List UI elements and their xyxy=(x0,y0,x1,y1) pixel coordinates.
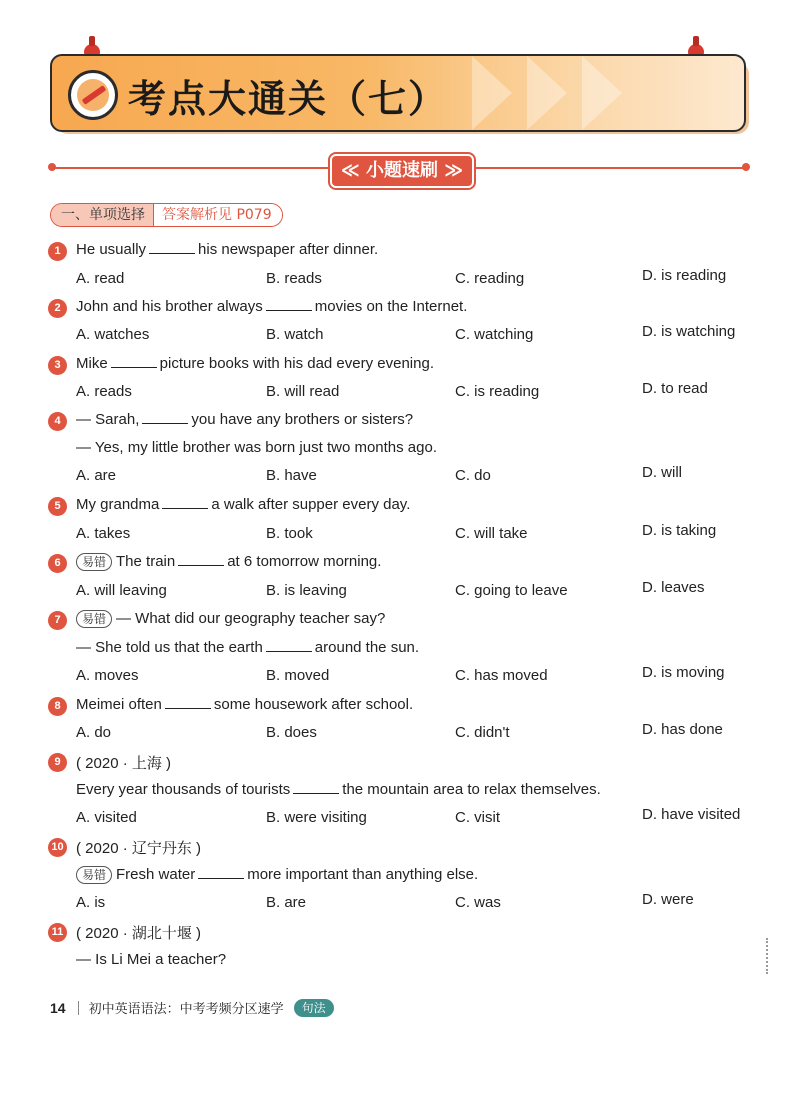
stem-text-before: Mike xyxy=(76,355,108,372)
answer-option[interactable]: B. will read xyxy=(266,383,340,400)
answer-option[interactable]: B. moved xyxy=(266,667,330,684)
answer-option[interactable]: A. watches xyxy=(76,326,150,343)
question-source: ( 2020 · 湖北十堰 ) xyxy=(76,925,202,942)
footer-divider xyxy=(78,1001,79,1015)
question-number: 8 xyxy=(48,697,67,716)
part-header xyxy=(50,203,283,227)
stem-text-before: Every year thousands of tourists xyxy=(76,781,291,798)
answer-blank[interactable] xyxy=(162,507,208,509)
answer-blank[interactable] xyxy=(149,252,195,254)
answer-option[interactable]: A. visited xyxy=(76,809,137,826)
answer-option[interactable]: D. is reading xyxy=(642,267,727,284)
book-title: 初中英语语法：中考考频分区速学 xyxy=(88,1002,284,1017)
part-title: 一、单项选择 xyxy=(51,204,153,226)
question-number: 6 xyxy=(48,554,67,573)
error-prone-tag: 易错 xyxy=(76,610,112,628)
answer-option[interactable]: A. do xyxy=(76,724,112,741)
answer-option[interactable]: C. do xyxy=(455,467,491,484)
stem-text-after: the mountain area to relax themselves. xyxy=(342,781,601,798)
page-title: 考点大通关（七） xyxy=(128,77,449,121)
stem-text: — What did our geography teacher say? xyxy=(116,610,386,627)
answer-option[interactable]: A. are xyxy=(76,467,117,484)
answer-option[interactable]: C. reading xyxy=(455,270,525,287)
stem-text-after: a walk after supper every day. xyxy=(211,496,411,513)
stem-text-before: — She told us that the earth xyxy=(76,639,263,656)
question-number: 2 xyxy=(48,299,67,318)
answer-option[interactable]: D. have visited xyxy=(642,806,741,823)
answer-option[interactable]: D. is taking xyxy=(642,522,717,539)
question-stem xyxy=(76,411,413,428)
question-stem xyxy=(76,866,478,884)
question-stem xyxy=(76,298,467,315)
question-number: 4 xyxy=(48,412,67,431)
question-number: 10 xyxy=(48,838,67,857)
stem-text-before: The train xyxy=(116,553,176,570)
stem-text-after: movies on the Internet. xyxy=(314,298,468,315)
answer-blank[interactable] xyxy=(165,707,211,709)
question-stem xyxy=(76,439,437,456)
section-label: ≪ 小题速刷 ≫ xyxy=(330,154,474,188)
stem-text-before: Meimei often xyxy=(76,696,162,713)
answer-blank[interactable] xyxy=(178,564,224,566)
question-stem xyxy=(76,355,434,372)
answer-option[interactable]: A. is xyxy=(76,894,106,911)
answer-option[interactable]: C. watching xyxy=(455,326,534,343)
stem-text-after: around the sun. xyxy=(314,639,420,656)
answer-option[interactable]: D. leaves xyxy=(642,579,705,596)
question-stem xyxy=(76,496,410,513)
stem-text-after: more important than anything else. xyxy=(247,866,479,883)
page-footer xyxy=(50,998,334,1017)
answer-option[interactable]: C. will take xyxy=(455,525,528,542)
answer-option[interactable]: B. is leaving xyxy=(266,582,347,599)
error-prone-tag: 易错 xyxy=(76,866,112,884)
answer-option[interactable]: B. were visiting xyxy=(266,809,367,826)
answer-blank[interactable] xyxy=(266,309,312,311)
answer-blank[interactable] xyxy=(142,422,188,424)
answer-option[interactable]: D. is watching xyxy=(642,323,736,340)
stem-text-before: — Sarah, xyxy=(76,411,140,428)
answer-option[interactable]: D. will xyxy=(642,464,682,481)
question-number: 7 xyxy=(48,611,67,630)
question-stem xyxy=(76,696,413,713)
page-number: 14 xyxy=(50,999,66,1016)
answer-option[interactable]: D. were xyxy=(642,891,694,908)
answer-option[interactable]: B. have xyxy=(266,467,317,484)
error-prone-tag: 易错 xyxy=(76,553,112,571)
answer-blank[interactable] xyxy=(293,792,339,794)
answer-option[interactable]: C. was xyxy=(455,894,501,911)
question-number: 3 xyxy=(48,356,67,375)
stem-text-after: picture books with his dad every evening. xyxy=(159,355,434,372)
stem-text-before: Fresh water xyxy=(116,866,196,883)
stem-text-before: My grandma xyxy=(76,496,160,513)
answer-option[interactable]: A. will leaving xyxy=(76,582,167,599)
question-number: 1 xyxy=(48,242,67,261)
question-source: ( 2020 · 辽宁丹东 ) xyxy=(76,840,202,857)
stem-text-before: John and his brother always xyxy=(76,298,263,315)
stem-text: — Yes, my little brother was born just two months ago. xyxy=(76,439,438,456)
answer-option[interactable]: B. does xyxy=(266,724,317,741)
answer-option[interactable]: C. visit xyxy=(455,809,500,826)
stem-text-after: his newspaper after dinner. xyxy=(198,241,379,258)
answer-option[interactable]: C. has moved xyxy=(455,667,548,684)
answer-option[interactable]: D. is moving xyxy=(642,664,725,681)
answer-option[interactable]: C. going to leave xyxy=(455,582,568,599)
divider-dot-right xyxy=(742,163,750,171)
question-number: 11 xyxy=(48,923,67,942)
answer-option[interactable]: A. moves xyxy=(76,667,139,684)
answer-option[interactable]: C. is reading xyxy=(455,383,540,400)
chapter-badge: 句法 xyxy=(294,999,334,1017)
stem-text-after: you have any brothers or sisters? xyxy=(191,411,414,428)
answer-blank[interactable] xyxy=(266,650,312,652)
question-source: ( 2020 · 上海 ) xyxy=(76,755,172,772)
question-stem xyxy=(76,241,378,258)
answer-option[interactable]: A. read xyxy=(76,270,125,287)
question-stem xyxy=(76,639,419,656)
stem-text-before: He usually xyxy=(76,241,147,258)
stem-text: — Is Li Mei a teacher? xyxy=(76,951,227,968)
answer-reference: 答案解析见 P079 xyxy=(153,204,282,226)
question-number: 9 xyxy=(48,753,67,772)
answer-option[interactable]: C. didn't xyxy=(455,724,510,741)
pencil-hand-icon xyxy=(68,70,118,120)
stem-text-after: some housework after school. xyxy=(213,696,414,713)
answer-option[interactable]: A. takes xyxy=(76,525,131,542)
edge-dots xyxy=(766,938,770,974)
answer-option[interactable]: B. reads xyxy=(266,270,322,287)
answer-option[interactable]: B. are xyxy=(266,894,307,911)
stem-text-after: at 6 tomorrow morning. xyxy=(227,553,382,570)
answer-option[interactable]: D. to read xyxy=(642,380,708,397)
question-stem xyxy=(76,553,381,571)
question-stem xyxy=(76,610,385,628)
answer-blank[interactable] xyxy=(198,877,244,879)
question-number: 5 xyxy=(48,497,67,516)
question-stem xyxy=(76,951,226,968)
answer-option[interactable]: A. reads xyxy=(76,383,132,400)
question-stem xyxy=(76,781,601,798)
answer-option[interactable]: B. took xyxy=(266,525,313,542)
answer-blank[interactable] xyxy=(111,366,157,368)
answer-option[interactable]: D. has done xyxy=(642,721,723,738)
answer-option[interactable]: B. watch xyxy=(266,326,324,343)
divider-dot-left xyxy=(48,163,56,171)
